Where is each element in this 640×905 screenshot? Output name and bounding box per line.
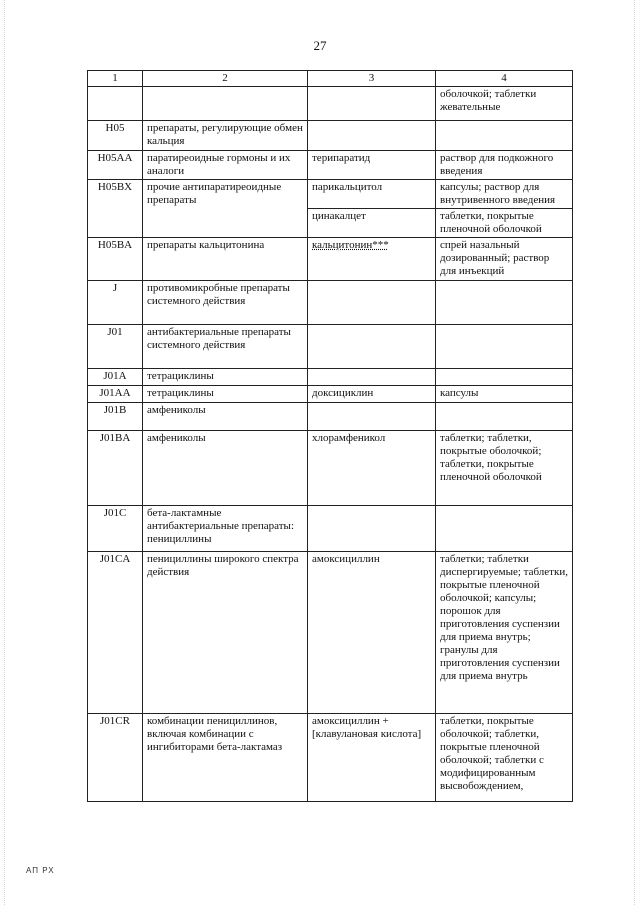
table-row	[88, 151, 573, 180]
atc-code: J01	[88, 325, 143, 369]
inn-name	[308, 87, 436, 121]
atc-code: J01A	[88, 369, 143, 386]
inn-name	[308, 121, 436, 151]
atc-code: J01CR	[88, 714, 143, 802]
left-margin-dots	[4, 0, 6, 905]
table-row	[88, 238, 573, 281]
dosage-form	[436, 369, 573, 386]
inn-name	[308, 506, 436, 552]
group-name: бета-лактамные антибактериальные препараты: пенициллины	[143, 506, 308, 552]
header-cell: 4	[436, 71, 573, 87]
atc-code: H05BA	[88, 238, 143, 281]
group-name: пенициллины широкого спектра действия	[143, 552, 308, 714]
table-row	[88, 506, 573, 552]
inn-name: цинакалцет	[308, 209, 436, 238]
inn-name	[308, 325, 436, 369]
header-cell: 2	[143, 71, 308, 87]
inn-name: доксициклин	[308, 386, 436, 403]
atc-code: H05BX	[88, 180, 143, 238]
table-header-row	[88, 71, 573, 87]
inn-name	[308, 281, 436, 325]
dosage-form: раствор для подкожного введения	[436, 151, 573, 180]
header-cell: 3	[308, 71, 436, 87]
group-name: препараты кальцитонина	[143, 238, 308, 281]
inn-name	[308, 403, 436, 431]
table-row	[88, 121, 573, 151]
table-row	[88, 325, 573, 369]
drug-table	[87, 70, 573, 802]
table-row	[88, 552, 573, 714]
dosage-form: оболочкой; таблетки жевательные	[436, 87, 573, 121]
table-row	[88, 87, 573, 121]
atc-code: H05AA	[88, 151, 143, 180]
dosage-form: таблетки; таблетки диспергируемые; таблетки, покрытые пленочной оболочкой; капсулы; порошок для приготовления суспензии для приема внутрь; гранулы для приготовления суспензии для приема внутрь	[436, 552, 573, 714]
dosage-form: спрей назальный дозированный; раствор для инъекций	[436, 238, 573, 281]
page-number: 27	[313, 38, 327, 53]
dosage-form	[436, 325, 573, 369]
group-name: противомикробные препараты системного действия	[143, 281, 308, 325]
table-row	[88, 180, 573, 209]
dosage-form	[436, 403, 573, 431]
table-row	[88, 369, 573, 386]
dosage-form: таблетки, покрытые пленочной оболочкой	[436, 209, 573, 238]
table-row	[88, 281, 573, 325]
group-name: паратиреоидные гормоны и их аналоги	[143, 151, 308, 180]
inn-name: амоксициллин + [клавулановая кислота]	[308, 714, 436, 802]
dosage-form: капсулы; раствор для внутривенного введения	[436, 180, 573, 209]
table-row	[88, 386, 573, 403]
atc-code: H05	[88, 121, 143, 151]
atc-code: J	[88, 281, 143, 325]
inn-name	[308, 369, 436, 386]
group-name: препараты, регулирующие обмен кальция	[143, 121, 308, 151]
footer-mark: АП РХ	[26, 866, 55, 875]
dosage-form: капсулы	[436, 386, 573, 403]
atc-code: J01C	[88, 506, 143, 552]
header-cell: 1	[88, 71, 143, 87]
atc-code: J01AA	[88, 386, 143, 403]
right-margin-dots	[634, 0, 636, 905]
dosage-form: таблетки; таблетки, покрытые оболочкой; таблетки, покрытые пленочной оболочкой	[436, 431, 573, 506]
group-name: комбинации пенициллинов, включая комбинации с ингибиторами бета-лактамаз	[143, 714, 308, 802]
table-row	[88, 714, 573, 802]
group-name: тетрациклины	[143, 369, 308, 386]
inn-name: амоксициллин	[308, 552, 436, 714]
inn-name: парикальцитол	[308, 180, 436, 209]
table-row	[88, 403, 573, 431]
inn-name: хлорамфеникол	[308, 431, 436, 506]
atc-code	[88, 87, 143, 121]
inn-name: кальцитонин***	[308, 238, 436, 281]
group-name: антибактериальные препараты системного действия	[143, 325, 308, 369]
group-name: тетрациклины	[143, 386, 308, 403]
dosage-form	[436, 281, 573, 325]
group-name	[143, 87, 308, 121]
group-name: амфениколы	[143, 403, 308, 431]
group-name: прочие антипаратиреоидные препараты	[143, 180, 308, 238]
dosage-form	[436, 506, 573, 552]
inn-name: терипаратид	[308, 151, 436, 180]
table-row	[88, 431, 573, 506]
dosage-form	[436, 121, 573, 151]
atc-code: J01CA	[88, 552, 143, 714]
dosage-form: таблетки, покрытые оболочкой; таблетки, покрытые пленочной оболочкой; таблетки с модифицированным высвобождением,	[436, 714, 573, 802]
atc-code: J01B	[88, 403, 143, 431]
atc-code: J01BA	[88, 431, 143, 506]
group-name: амфениколы	[143, 431, 308, 506]
